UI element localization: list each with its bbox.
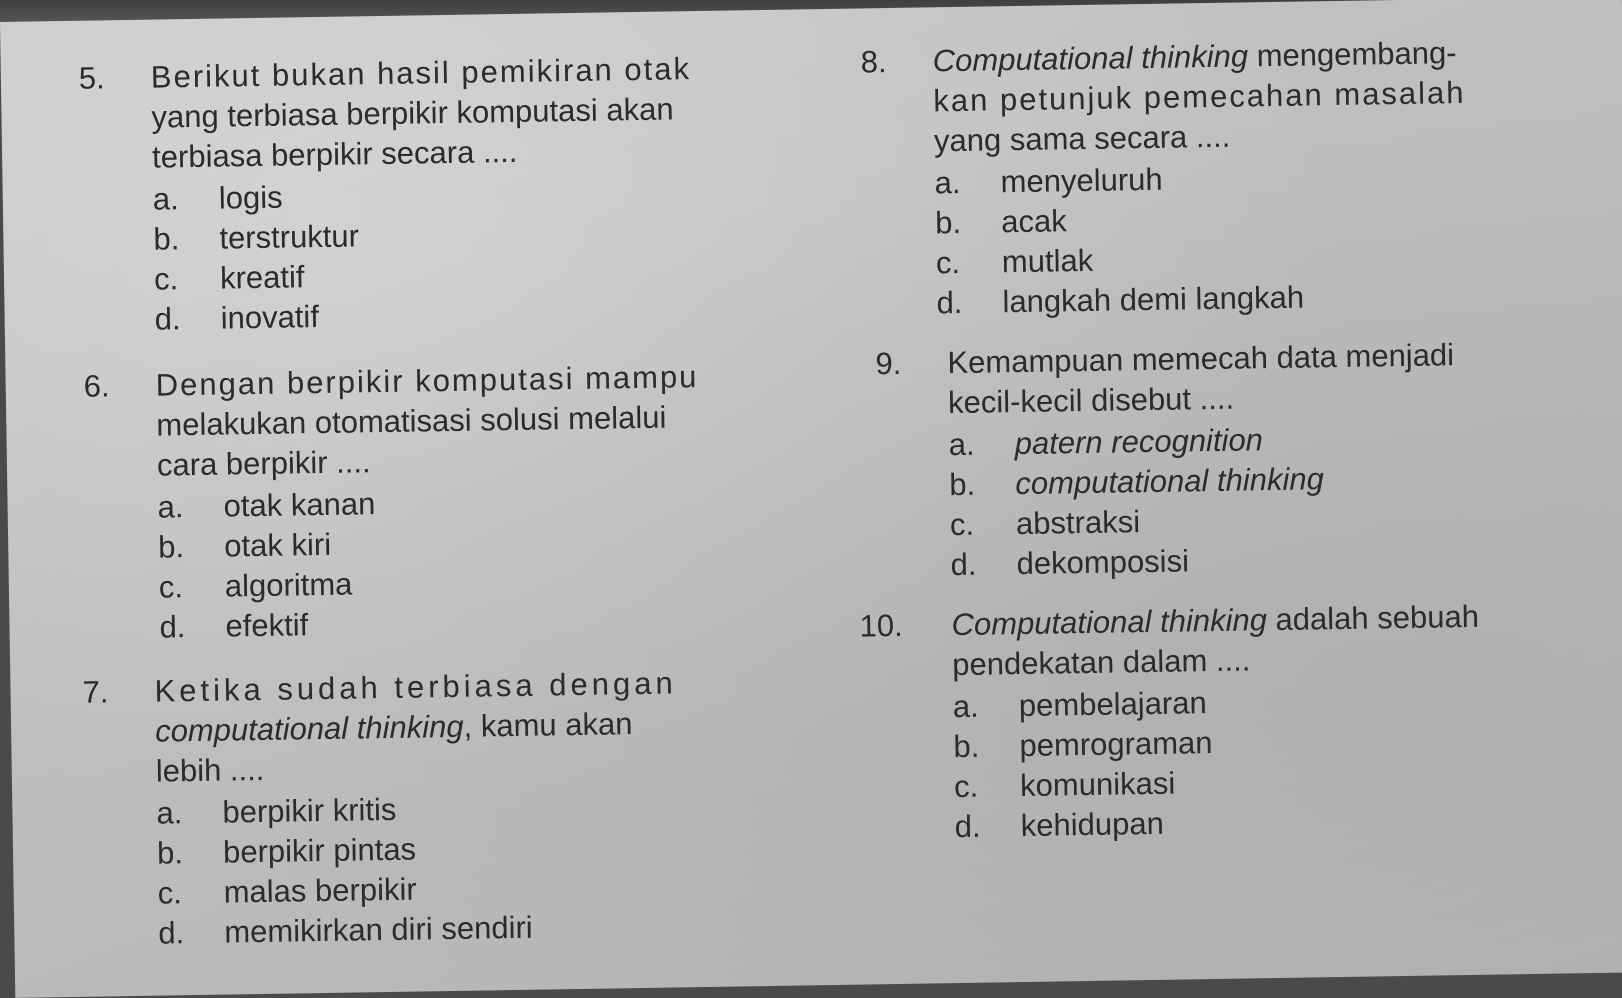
option-letter: d.	[950, 546, 977, 583]
option-text: menyeluruh	[1000, 161, 1163, 200]
question-line: Berikut bukan hasil pemikiran otak	[150, 51, 692, 95]
question-line-rest: mengembang-	[1247, 35, 1457, 74]
question-text	[155, 356, 797, 486]
option-text: efektif	[225, 607, 309, 644]
question-text	[151, 48, 793, 178]
question-10	[859, 594, 1622, 848]
option-text: berpikir kritis	[222, 791, 397, 830]
option-letter: c.	[153, 261, 179, 297]
option-letter: b.	[157, 529, 185, 565]
option-letter: a.	[934, 164, 961, 201]
option-letter: a.	[952, 688, 980, 725]
question-number: 7.	[82, 674, 109, 710]
option-letter: c.	[935, 244, 961, 281]
option-text: dekomposisi	[1016, 543, 1190, 582]
option-letter: d.	[954, 808, 981, 845]
option-letter: d.	[159, 609, 186, 645]
option-text: terstruktur	[219, 218, 360, 256]
question-number: 5.	[78, 60, 106, 96]
question-line: Kemampuan memecah data menjadi	[947, 337, 1455, 381]
question-line: lebih ....	[155, 751, 265, 789]
question-5	[79, 47, 863, 341]
question-line: pendekatan dalam ....	[951, 642, 1251, 683]
option-letter: b.	[934, 204, 962, 241]
italic-term: Computational thinking	[951, 602, 1268, 643]
option-letter: b.	[953, 728, 980, 765]
question-text	[947, 333, 1588, 423]
option-letter: c.	[953, 768, 979, 805]
option-text: inovatif	[220, 299, 320, 336]
option-list	[157, 476, 867, 647]
option-letter: d.	[158, 915, 185, 951]
option-letter: c.	[949, 506, 975, 543]
question-line: yang sama secara ....	[933, 118, 1231, 159]
option-text: memikirkan diri sendiri	[224, 909, 533, 950]
option-letter: a.	[156, 795, 183, 831]
option-text: kreatif	[219, 259, 305, 296]
option-text: computational thinking	[1015, 461, 1325, 502]
option-letter: d.	[154, 301, 181, 337]
question-line-rest: adalah sebuah	[1266, 598, 1480, 638]
option-text: langkah demi langkah	[1002, 279, 1305, 320]
option-letter: c.	[158, 569, 184, 605]
option-letter: b.	[949, 466, 976, 503]
option-list	[948, 414, 1622, 585]
question-line: terbiasa berpikir secara ....	[151, 133, 518, 175]
question-number: 10.	[859, 607, 903, 644]
question-text	[951, 595, 1592, 685]
option-list	[934, 152, 1622, 323]
option-list	[156, 783, 866, 954]
option-text: patern recognition	[1014, 422, 1264, 462]
option-letter: b.	[156, 835, 184, 871]
question-7	[82, 661, 866, 955]
option-text: logis	[218, 179, 283, 216]
option-text: kehidupan	[1020, 805, 1165, 844]
question-line-rest: , kamu akan	[463, 706, 633, 744]
question-text	[932, 31, 1574, 161]
option-letter: c.	[157, 875, 183, 911]
option-text: komunikasi	[1019, 765, 1176, 804]
option-letter: d.	[936, 284, 963, 321]
option-text: malas berpikir	[223, 871, 417, 910]
option-letter: b.	[153, 221, 180, 257]
option-text: pemrograman	[1019, 725, 1213, 764]
question-9	[875, 332, 1622, 586]
option-text: pembelajaran	[1018, 685, 1207, 724]
option-text: algoritma	[224, 566, 353, 604]
option-text: otak kiri	[223, 526, 332, 564]
question-number: 6.	[83, 368, 110, 404]
question-8	[860, 30, 1622, 324]
italic-term: Computational thinking	[932, 38, 1249, 79]
question-line: melakukan otomatisasi solusi melalui	[156, 399, 667, 443]
option-letter: a.	[948, 426, 975, 463]
option-text: otak kanan	[223, 486, 376, 524]
question-line: Dengan berpikir komputasi mampu	[155, 359, 699, 403]
option-text: abstraksi	[1015, 504, 1141, 542]
question-number: 8.	[860, 44, 887, 80]
question-number: 9.	[875, 345, 902, 382]
question-line: cara berpikir ....	[156, 444, 371, 483]
question-line: yang terbiasa berpikir komputasi akan	[151, 91, 674, 135]
option-letter: a.	[157, 489, 184, 525]
option-list	[152, 169, 862, 340]
option-list	[953, 676, 1622, 847]
option-text: berpikir pintas	[222, 831, 417, 870]
question-line: kan petunjuk pemecahan masalah	[933, 74, 1466, 119]
option-letter: a.	[152, 181, 179, 217]
question-line: kecil-kecil disebut ....	[947, 380, 1235, 421]
question-text	[154, 662, 796, 792]
option-text: mutlak	[1001, 242, 1094, 280]
option-text: acak	[1000, 203, 1068, 240]
question-6	[83, 354, 867, 648]
question-line: Ketika sudah terbiasa dengan	[154, 665, 677, 709]
italic-term: computational thinking	[154, 708, 464, 749]
